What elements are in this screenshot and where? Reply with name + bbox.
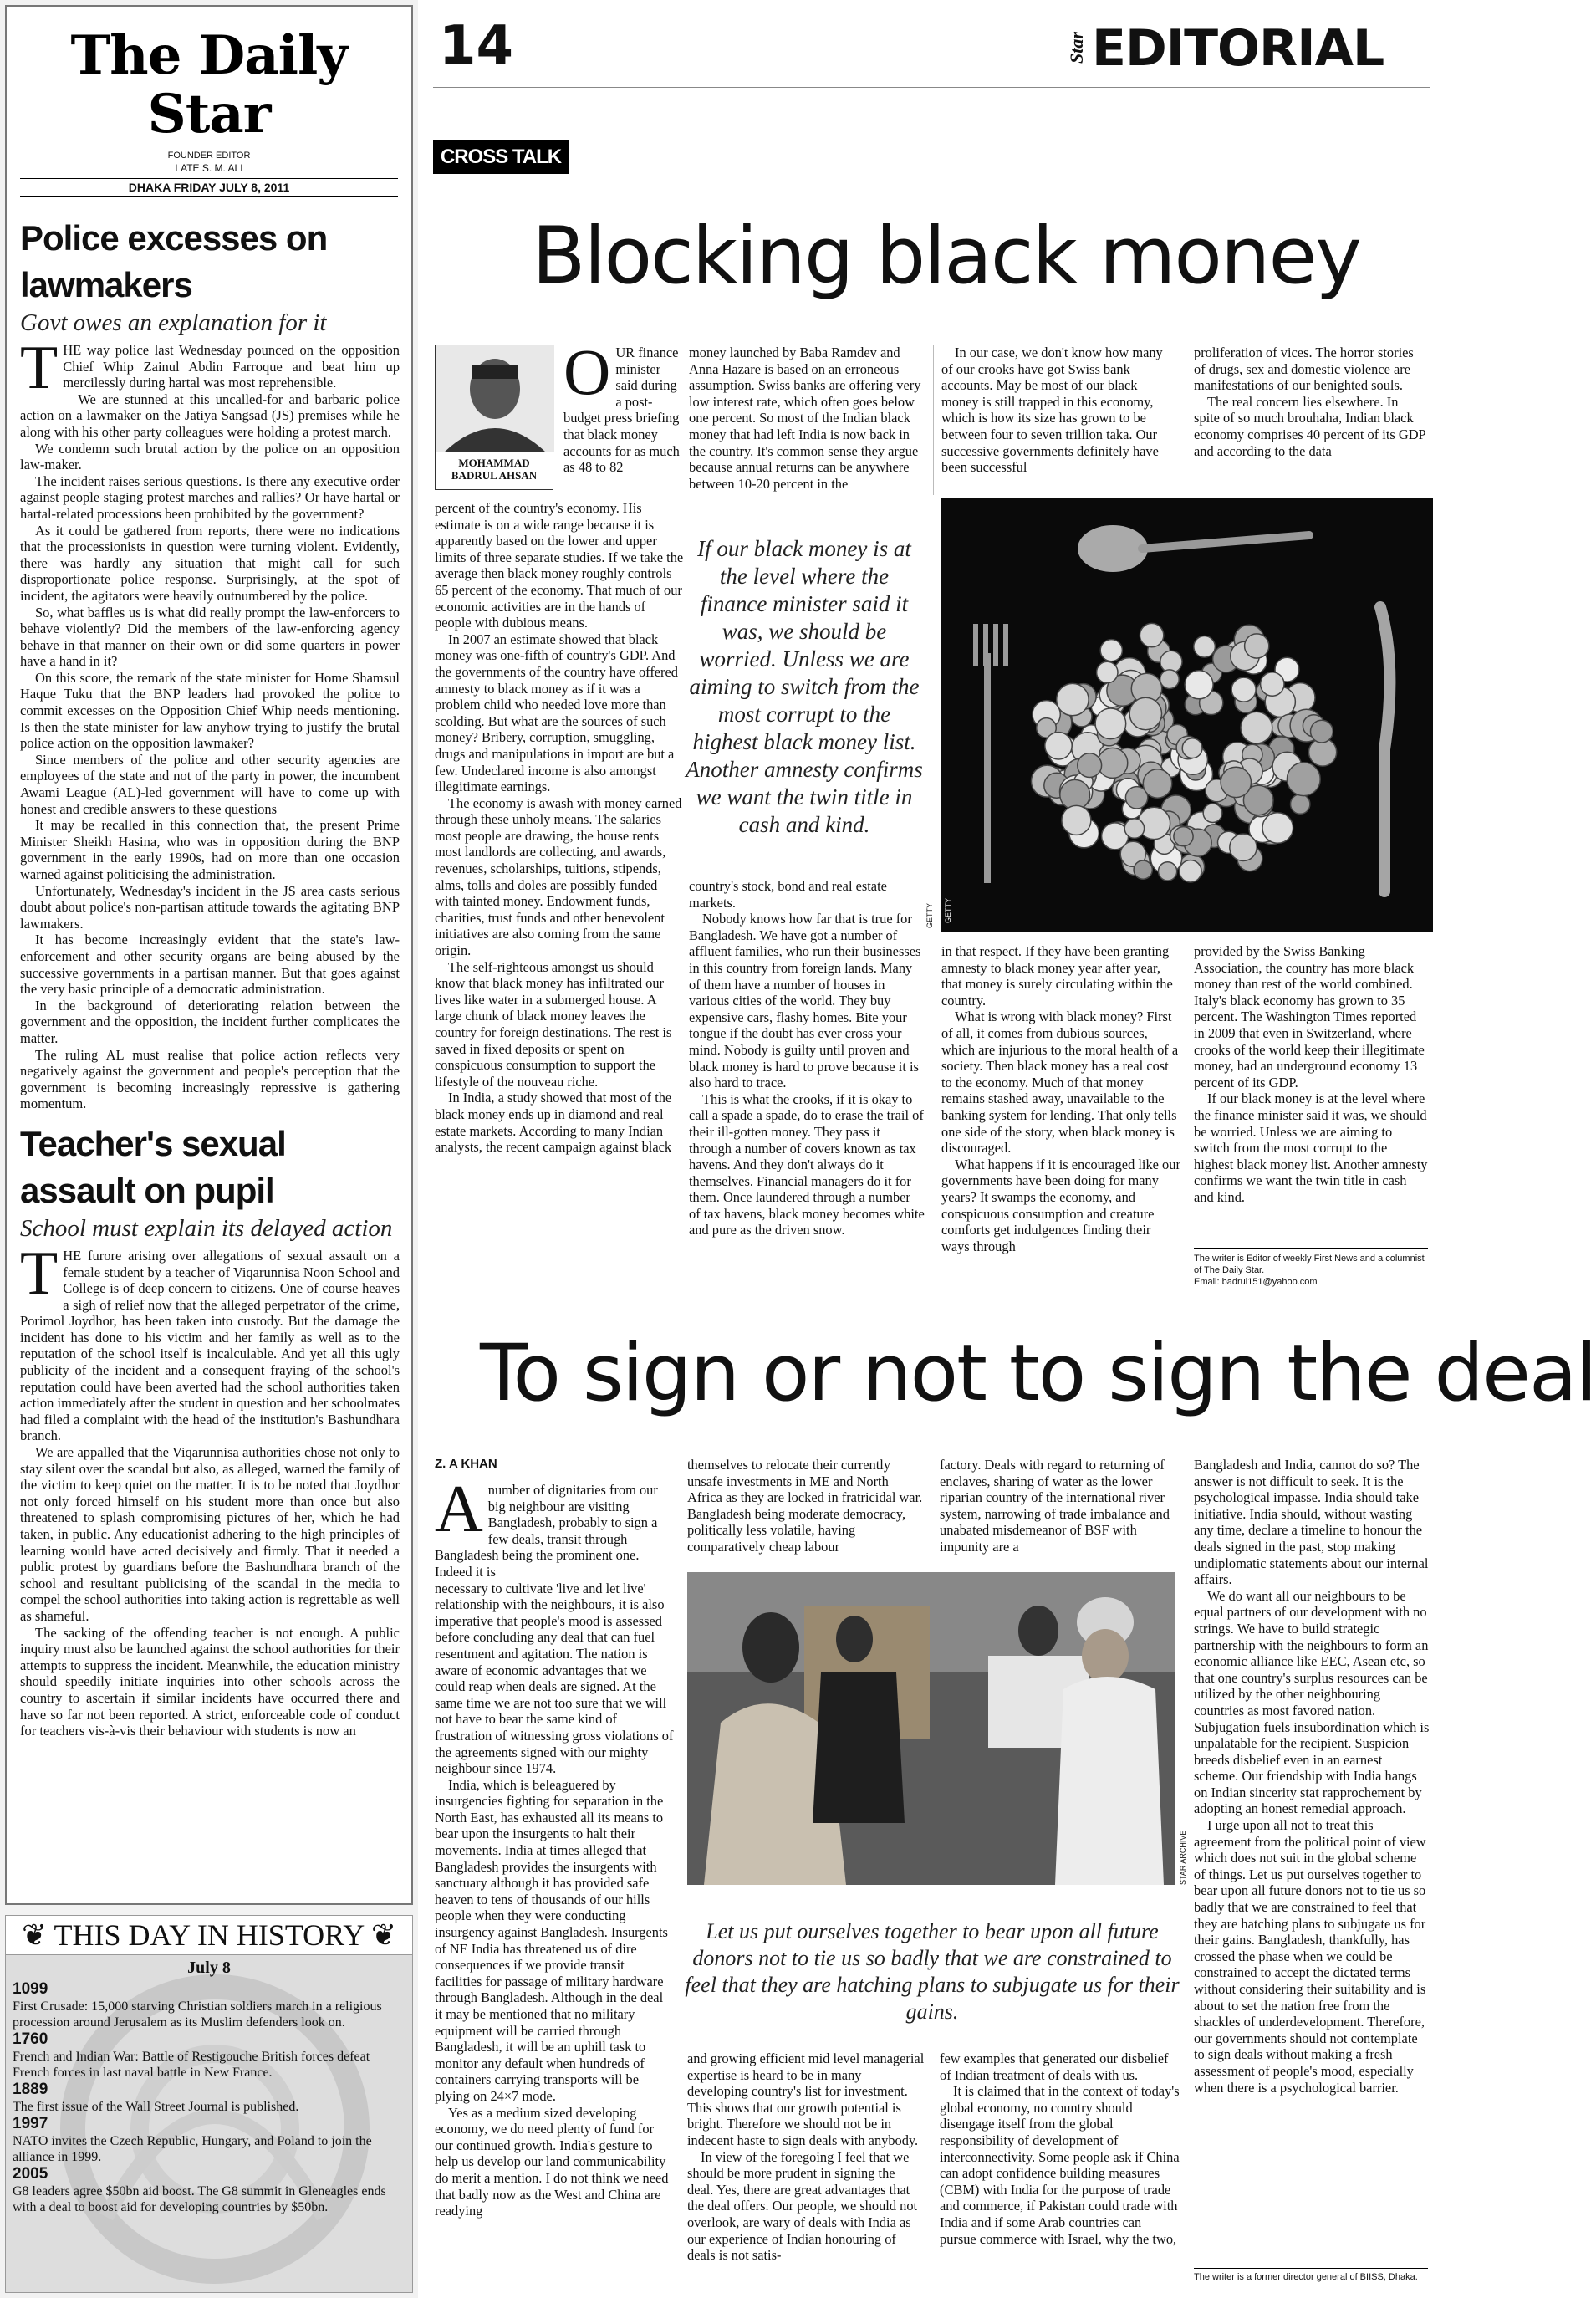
article2-column-2-top: themselves to relocate their currently unsafe investments in ME and North Africa as they are locked in fratricidal war. Bangladesh being moderate democracy, politically less volatile, having comparatively cheap labour	[687, 1457, 923, 1555]
article1-column-4-bottom: provided by the Swiss Banking Association, the country has more black money than rest of the world combined. Italy's black economy has grown to 35 percent. The Washington Times reported in 2009 that even in Switzerland, where crooks of the world keep their illegitimate money, had an underground economy 13 percent of its GDP. If our black money is at the level where the finance minister said it was, we should be worried. Unless we are aiming to switch from the most corrupt to the highest black money list. Another amnesty confirms we want the twin title in cash and kind.	[1194, 943, 1428, 1205]
article1-column-2-top: money launched by Baba Ramdev and Anna Hazare is based on an erroneous assumption. Swiss banks are offering very low interest rate, which often goes below one percent. So most of the Indian black money that had left India is now back in the country. It's common sense they argue because annual returns can be anywhere between 10-20 percent in the	[689, 345, 921, 492]
article2-column-3-top: factory. Deals with regard to returning of enclaves, sharing of water as the lower riparian country of the international river system, narrowing of trade imbalance and unabated misdemeanor of BSF with impunity are a	[940, 1457, 1170, 1555]
editorial-opinion-box	[5, 5, 413, 1905]
history-text: NATO invites the Czech Republic, Hungary, and Poland to join the alliance in 1999.	[13, 2134, 372, 2164]
editorial2-subtitle: School must explain its delayed action	[20, 1214, 393, 1242]
editorial1-paragraph: It may be recalled in this connection that, the present Prime Minister Sheikh Hasina, who was in opposition during the BNP government in the early 1990s, had on more than one occasion warned against politicising the administration.	[20, 817, 400, 882]
editorial1-paragraph: We condemn such brutal action by the police on an opposition law-maker.	[20, 440, 400, 473]
editorial2-body	[7, 1238, 411, 1739]
coin-icon	[1098, 748, 1128, 778]
editorial1-paragraph: THE way police last Wednesday pounced on the opposition Chief Whip Zainul Abdin Farroque and beat him up mercilessly during hartal was most reprehensible.	[20, 334, 400, 402]
photo-credit: GETTY	[925, 902, 934, 928]
article2-author-note: The writer is a former director general of BIISS, Dhaka.	[1194, 2272, 1418, 2282]
editorial1-paragraph: So, what baffles us is what did really prompt the law-enforcers to behave violently? Did the members of the law-enforcing agency behave in that manner on their own or did some quarters in power have a hand in it?	[20, 604, 400, 670]
article1-column-3-top: In our case, we don't know how many of our crooks have got Swiss bank accounts. May be most of our black money is still trapped in this economy, which is how its size has grown to be between four to seven trillion taka. Our successive governments definitely have been successful	[941, 345, 1163, 476]
article1-column-3-bottom: in that respect. If they have been granting amnesty to black money year after year, that money is surely circulating within the country. What is wrong with black money? First of all, it comes from dubious sources, which are injurious to the moral health of a society. Then black money has a real cost to the economy. Much of that money remains stashed away, unavailable to the banking system for lending. That only tells one side of the story, when black money is discouraged. What happens if it is encouraged like our governments have been doing for many years? It swamps the economy, and conspicuous consumption and creature comforts get indulgences finding their ways through	[941, 943, 1180, 1254]
coin-icon	[1078, 753, 1102, 778]
cross-talk-label: CROSS TALK	[433, 140, 569, 174]
article1-headline: Blocking black money	[532, 211, 1360, 302]
coins-cutlery-icon	[941, 498, 1433, 932]
star-logo-icon: Star	[1066, 32, 1087, 64]
founder-editor-name: LATE S. M. ALI	[175, 162, 243, 174]
coin-icon	[1062, 805, 1091, 835]
editorial2-paragraph: The sacking of the offending teacher is not enough. A public inquiry must also be launched against the school authorities for their attempts to suppress the incident. Meanwhile, the education ministry should speedily initiate inquiries into other schools across the country to ascertain if similar incidents have occurred there and have so far not been reported. A strict, enforceable code of conduct for teachers vis-à-vis their behaviour with students is now an	[20, 1624, 400, 1739]
ornament-icon: ❦	[21, 1918, 48, 1952]
coin-icon	[1231, 677, 1256, 702]
article2-column-2-bottom: and growing efficient mid level managerial expertise is heard to be in many developing country's list for investment. This shows that our growth potential is bright. Therefore we should not be in indecent haste to sign deals with anybody. In view of the foregoing I feel that we should be more prudent in signing the deal. Yes, there are great advantages that the deal offers. Our people, we should not overlook, are wary of deals with India as our experience of Indian honouring of deals is not satis-	[687, 2050, 925, 2264]
coin-icon	[1291, 794, 1310, 814]
history-text: French and Indian War: Battle of Restigouche British forces defeat French forces in last naval battle in New France.	[13, 2050, 370, 2080]
coin-icon	[1100, 640, 1122, 661]
coin-icon	[1221, 767, 1251, 797]
page-number: 14	[439, 15, 514, 77]
coin-icon	[1180, 860, 1201, 882]
editorial1-paragraph: It has become increasingly evident that the state's law-enforcement and other security organs are being abused by the successive governments in a partisan manner. But that goes against the very basic principle of a democratic administration.	[20, 932, 400, 998]
article2-column-3-bottom: few examples that generated our disbelief of Indian treatment of deals with us. It is claimed that in the context of today's global economy, no country should disengage itself from the global responsibility of development of interconnectivity. Some people ask if China can adopt confidence building measures (CBM) with India for the purpose of trade and commerce, if Pakistan could trade with India and if some Arab countries can pursue commerce with Israel, why the two,	[940, 2050, 1180, 2247]
history-year: 1760	[13, 2030, 48, 2048]
editorial2-paragraph: THE furore arising over allegations of sexual assault on a female student by a teacher of Viqarunnisa Noon School and College is of deep concern to citizens. One of course heaves a sigh of relief now that the alleged perpetrator of the crime, Porimol Joydhor, has been taken into custody. But the damage the incident has done to his victim and her family as well as to the reputation of the school itself is incalculable. And yet all this ugly publicity of the incident and a consequent fraying of the school's reputation could have been averted had the school authorities taken action immediately after the student in question and her schoolmates had filed a complaint with the head of the institution's Bashundhara branch.	[20, 1238, 400, 1444]
article1-photo	[941, 498, 1433, 932]
article2-column-4: Bangladesh and India, cannot do so? The answer is not difficult to seek. It is the psychological impasse. India should take initiative. India should, without wasting any time, declare a timeline to honour the deals signed in the past, stop making undiplomatic statements about our internal affairs. We do want all our neighbours to be equal partners of our development with no strings. We have to build strategic partnership with the neighbours to form an economic alliance like EEC, Asean etc, so that one country's surplus resources can be utilized by the other neighbouring countries as most favored nation. Subjugation fuels insubordination which is unpalatable for the recipient. Suspicion breeds disbelief even in an earnest scheme. Our friendship with India hangs on Indian sincerity stat rapprochement by adopting an honest remedial approach. I urge upon all not to treat this agreement from the political point of view which does not suit in the global scheme of things. Let us put ourselves together to bear upon all future donors not to tie us so badly that we are constrained to feel that they are hatching plans to subjugate us for their gains. Bangladesh, thankfully, has crossed the phase when we could be constrained to accept the dictated terms without considering their suitability and is about to set the nation free from the shackles of underdevelopment. Therefore, our governments should not contemplate to sign deals without making a fresh assessment of people's mood, especially when there is a psychological barrier.	[1194, 1457, 1430, 2096]
founder-editor-label: FOUNDER EDITOR	[167, 151, 251, 161]
article1-pullquote: If our black money is at the level where the finance minister said it was, we should be worried. Unless we are aiming to switch from the most corrupt to the highest black money list. Another amnesty confirms we want the twin title in cash and kind.	[686, 536, 923, 837]
dropcap: T	[20, 334, 59, 402]
coin-icon	[1311, 720, 1333, 743]
header-rule	[433, 87, 1430, 88]
section-title: EDITORIAL	[1092, 19, 1384, 78]
article2-pullquote: Let us put ourselves together to bear upon all future donors not to tie us so badly that we are constrained to feel that they are hatching plans to subjugate us for their gains.	[685, 1919, 1180, 2024]
article1-column-1: percent of the country's economy. His estimate is on a wide range because it is apparently based on the lower and upper limits of three separate studies. If we take the average then black money roughly controls 65 percent of the economy. That much of our economic activities are in the hands of people with dubious means. In 2007 an estimate showed that black money was one-fifth of country's GDP. And the governments of the country have offered amnesty to black money as if it was a problem child who needed love more than scolding. But what are the sources of such money? Bribery, corruption, smuggling, drugs and manipulations in import are but a few. Undeclared income is also amongst illegitimate earnings. The economy is awash with money earned through these unholy means. The salaries most people are drawing, the house rents most landlords are collecting, and awards, revenues, scholarships, tuitions, stipends, alms, tolls and doles are possibly funded with tainted money. Endowment funds, charities, trust funds and other benevolent initiatives are also coming from the same origin. The self-righteous amongst us should know that black money has infiltrated our lives like water in a submerged house. A large chunk of black money leaves the country for foreign destinations. The rest is saved in fixed deposits or spent on conspicuous consumption to support the lifestyle of the nouveau riche. In India, a study showed that most of the black money ends up in diamond and real estate markets. According to many Indian analysts, the recent campaign against black	[435, 500, 684, 1156]
history-date: July 8	[187, 1958, 231, 1977]
author-photo	[435, 345, 553, 490]
author-caption: MOHAMMAD BADRUL AHSAN	[451, 457, 538, 482]
coin-icon	[1182, 738, 1202, 758]
history-year: 1099	[13, 1980, 48, 1998]
editorial2-paragraph: We are appalled that the Viqarunnisa authorities chose not only to stay silent over the scandal but also, as alleged, warned the family of the victim to keep quiet on the matter. It is to be noted that Joydhor not only forced himself on his student more than once but also threatened to splash compromising pictures of her, which he had taken, in public. Any educationist adhering to the high principles of learning would have acted decisively and firmly. That it needed a public protest by guardians before the Bashundhara branch of the school and resultant publicising of the scandal in the media to compel the school authorities into taking action is regrettable as well as shameful.	[20, 1444, 400, 1624]
article2-column-1: Anumber of dignitaries from our big neighbour are visiting Bangladesh, probably to sign a few deals, transit through Bangladesh being the prominent one. Indeed it is necessary to cultivate 'live and let live' relationship with the neighbours, it is also imperative that people's mood is assessed before concluding any deal that can fuel resentment and agitation. The nation is aware of economic advantages that we could reap when deals are signed. At the same time we are not too sure that we will not have to bear the same kind of frustration of witnessing gross violations of the agreements signed with our mighty neighbour since 1974. India, which is beleaguered by insurgencies fighting for separation in the North East, has exhausted all its means to bear upon the insurgents to halt their movements. India at times alleged that Bangladesh provides the insurgents with sanctuary although it has provided safe heaven to tens of thousands of our hills people when they were conducting insurgency against Bangladesh. Insurgents of NE India has threatened us of dire consequences if we provide transit facilities for passage of military hardware through Bangladesh. Although in the deal it may be mentioned that no military equipment will be carried through Bangladesh, it will be an uphill task to monitor any default when hundreds of containers carrying transports will be plying on 24×7 mode. Yes as a medium sized developing economy, we do need plenty of fund for our continued growth. India's gesture to help us develop our land communicability do merit a mention. I do not think we need that badly now as the West and China are readying	[435, 1473, 674, 2219]
coin-icon	[1245, 634, 1269, 658]
meeting-photo-icon	[687, 1572, 1175, 1885]
history-text: First Crusade: 15,000 starving Christian soldiers march in a religious procession around Jerusalem as its Muslim defenders look on.	[13, 1999, 382, 2030]
editorial1-paragraph: On this score, the remark of the state minister for Home Shamsul Haque Tuku that the BNP leaders had provoked the police to commit excesses on the Opposition Chief Whip needs mentioning. Is then the state minister for law anyhow trying to justify the brutal police action on the opposition lawmaker?	[20, 669, 400, 752]
coin-icon	[1241, 712, 1272, 743]
masthead-logo: The Daily Star	[70, 24, 348, 146]
article2-photo	[687, 1572, 1175, 1885]
dropcap: T	[20, 1238, 59, 1308]
history-text: G8 leaders agree $50bn aid boost. The G8 summit in Gleneagles ends with a deal to boost aid for developing countries by $50bn.	[13, 2184, 386, 2214]
article1-column-2-bottom: country's stock, bond and real estate markets. Nobody knows how far that is true for Bangladesh. We have got a number of affluent families, who run their businesses in this country from foreign lands. Many of them have a number of houses in various cities of the world. They buy expensive cars, flashy homes. Bite your tongue if the doubt has ever cross your mind. Nobody is guilty until proven and black money is hard to prove because it is also hard to trace. This is what the crooks, if it is okay to call a spade a spade, do to erase the trail of their ill-gotten money. They pass it through a number of covers known as tax havens. And they don't always do it themselves. Financial managers do it for them. Once laundered through a number of tax havens, black money becomes white and pure as the driven snow.	[689, 878, 925, 1238]
article1-author-note: The writer is Editor of weekly First News and a columnist of The Daily Star. Email: badrul151@yahoo.com	[1194, 1254, 1425, 1287]
coin-icon	[1203, 804, 1222, 823]
divider	[1194, 1248, 1428, 1249]
dateline: DHAKA FRIDAY JULY 8, 2011	[20, 178, 398, 197]
coin-icon	[1129, 697, 1161, 729]
coin-icon	[1143, 769, 1171, 798]
photo-credit: STAR ARCHIVE	[1179, 1830, 1187, 1885]
editorial1-title: Police excesses on lawmakers	[20, 218, 328, 304]
coin-icon	[1045, 733, 1072, 759]
coin-icon	[1160, 670, 1180, 689]
editorial2-title: Teacher's sexual assault on pupil	[20, 1123, 286, 1210]
author-portrait-icon	[436, 345, 554, 452]
coin-icon	[1194, 636, 1216, 658]
dropcap: O	[563, 335, 611, 408]
article2-byline: Z. A KHAN	[435, 1457, 497, 1471]
editorial1-body	[7, 334, 411, 1112]
ornament-icon: ❦	[370, 1918, 397, 1952]
editorial1-paragraph: In the background of deteriorating relation between the government and the opposition, the incident further complicates the matter.	[20, 997, 400, 1046]
article1-column-4-top: proliferation of vices. The horror stories of drugs, sex and domestic violence are manifestations of our benighted souls. The real concern lies elsewhere. In spite of so much brouhaha, Indian black economy comprises 40 percent of its GDP and according to the data	[1194, 345, 1426, 459]
coin-icon	[1140, 623, 1163, 646]
editorial1-paragraph: Since members of the police and other security agencies are employees of the state and not of the party in power, the incumbent Awami League (AL)-led government will have to come up with honest and credible answers to these questions	[20, 751, 400, 817]
photo-credit: GETTY	[944, 897, 952, 923]
dropcap: A	[435, 1473, 483, 1546]
section-header	[1063, 18, 1431, 79]
divider	[1194, 2268, 1428, 2269]
history-year: 1997	[13, 2115, 48, 2132]
coin-icon	[1174, 827, 1193, 846]
editorial1-subtitle: Govt owes an explanation for it	[20, 309, 327, 336]
history-text: The first issue of the Wall Street Journal is published.	[13, 2100, 299, 2114]
editorial1-paragraph: The ruling AL must realise that police action reflects very negatively against the government and people's perception that the government is becoming increasingly repressive is gathering momentum.	[20, 1046, 400, 1112]
column-rule	[933, 345, 934, 495]
article1-intro: OUR finance minister said during a post-budget press briefing that black money accounts for as much as 48 to 82	[563, 335, 680, 476]
coin-icon	[1057, 683, 1089, 715]
editorial1-paragraph: We are stunned at this uncalled-for and barbaric police action on a lawmaker on the Jatiya Sangsad (JS) premises while he along with his other party colleagues were holding a protest march.	[20, 391, 400, 440]
coin-icon	[1230, 834, 1257, 860]
coin-icon	[1185, 671, 1213, 699]
editorial1-paragraph: The incident raises serious questions. Is there any executive order against people staging protest marches and rallies? Or have hartal or hartal-related processions been prohibited by the government?	[20, 472, 400, 522]
history-year: 1889	[13, 2081, 48, 2098]
coin-icon	[1134, 860, 1152, 879]
coin-icon	[1095, 708, 1126, 739]
this-day-in-history	[5, 1915, 413, 2293]
coin-icon	[1159, 862, 1177, 881]
coin-icon	[1287, 763, 1320, 796]
coin-icon	[1097, 661, 1118, 682]
coin-icon	[1124, 819, 1144, 838]
editorial1-paragraph: As it could be gathered from reports, there were no indications that the processionists in question were turning violent. Evidently, there was hardly any situation that might call for such disproportionate police response. Surprisingly, at the spot of incident, the agitators were heavily outnumbered by the police.	[20, 522, 400, 604]
history-heading: ❦ THIS DAY IN HISTORY ❦	[6, 1916, 412, 1955]
coin-icon	[1262, 813, 1293, 844]
article2-headline: To sign or not to sign the deal	[480, 1328, 1596, 1419]
history-year: 2005	[13, 2165, 48, 2183]
editorial1-paragraph: Unfortunately, Wednesday's incident in the JS area casts serious doubt about police's non-partisan attitude towards the agitating BNP lawmakers.	[20, 882, 400, 932]
coin-icon	[1261, 672, 1284, 696]
